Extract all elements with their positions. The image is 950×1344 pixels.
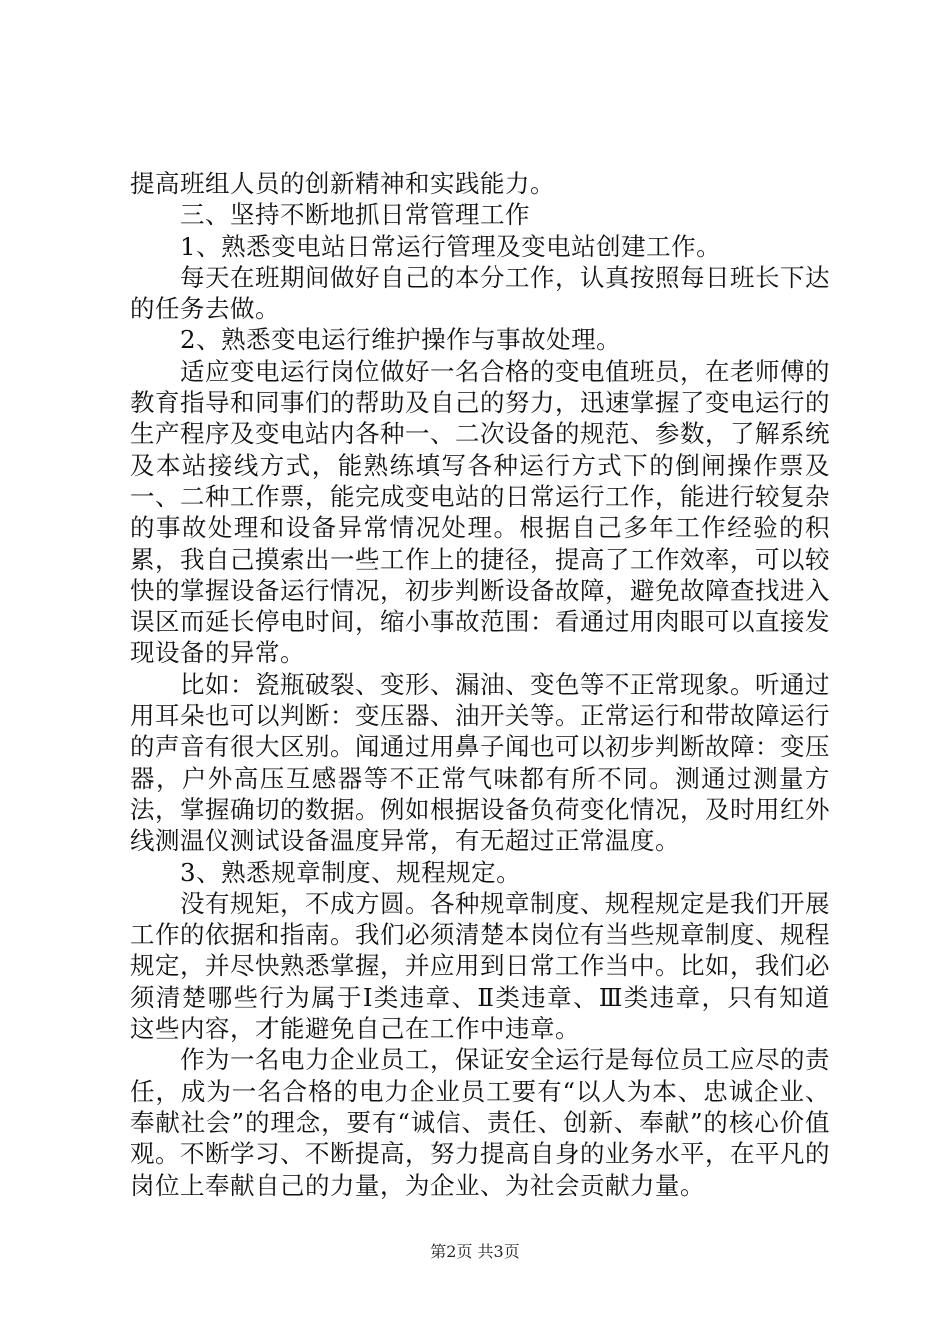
paragraph: 没有规矩，不成方圆。各种规章制度、规程规定是我们开展工作的依据和指南。我们必须清楚本岗位有当些规章制度、规程规定，并尽快熟悉掌握，并应用到日常工作当中。比如，我们必须清楚哪些行为属于Ⅰ类违章、Ⅱ类违章、Ⅲ类违章，只有知道这些内容，才能避免自己在工作中违章。 [130,888,830,1044]
paragraph: 作为一名电力企业员工，保证安全运行是每位员工应尽的责任，成为一名合格的电力企业员工要有“以人为本、忠诚企业、奉献社会”的理念，要有“诚信、责任、创新、奉献”的核心价值观。不断学习、不断提高，努力提高自身的业务水平，在平凡的岗位上奉献自己的力量，为企业、为社会贡献力量。 [130,1045,830,1200]
subsection-heading: 1、熟悉变电站日常运行管理及变电站创建工作。 [180,231,722,261]
paragraph: 每天在班期间做好自己的本分工作，认真按照每日班长下达的任务去做。 [130,262,830,324]
paragraph-continuation: 提高班组人员的创新精神和实践能力。 [130,169,555,198]
document-body [130,168,830,1201]
section-heading: 三、坚持不断地抓日常管理工作 [180,200,530,230]
subsection-heading: 3、熟悉规章制度、规程规定。 [180,857,522,887]
paragraph: 适应变电运行岗位做好一名合格的变电值班员，在老师傅的教育指导和同事们的帮助及自己的努力，迅速掌握了变电运行的生产程序及变电站内各种一、二次设备的规范、参数，了解系统及本站接线方式，能熟练填写各种运行方式下的倒闸操作票及一、二种工作票，能完成变电站的日常运行工作，能进行较复杂的事故处理和设备异常情况处理。根据自己多年工作经验的积累，我自己摸索出一些工作上的捷径，提高了工作效率，可以较快的掌握设备运行情况，初步判断设备故障，避免故障查找进入误区而延长停电时间，缩小事故范围：看通过用肉眼可以直接发现设备的异常。 [130,356,830,668]
page-number-footer: 第2页 共3页 [430,1242,520,1261]
subsection-heading: 2、熟悉变电运行维护操作与事故处理。 [180,325,622,355]
paragraph: 比如：瓷瓶破裂、变形、漏油、变色等不正常现象。听通过用耳朵也可以判断：变压器、油开关等。正常运行和带故障运行的声音有很大区别。闻通过用鼻子闻也可以初步判断故障：变压器，户外高压互感器等不正常气味都有所不同。测通过测量方法，掌握确切的数据。例如根据设备负荷变化情况，及时用红外线测温仪测试设备温度异常，有无超过正常温度。 [130,669,830,856]
